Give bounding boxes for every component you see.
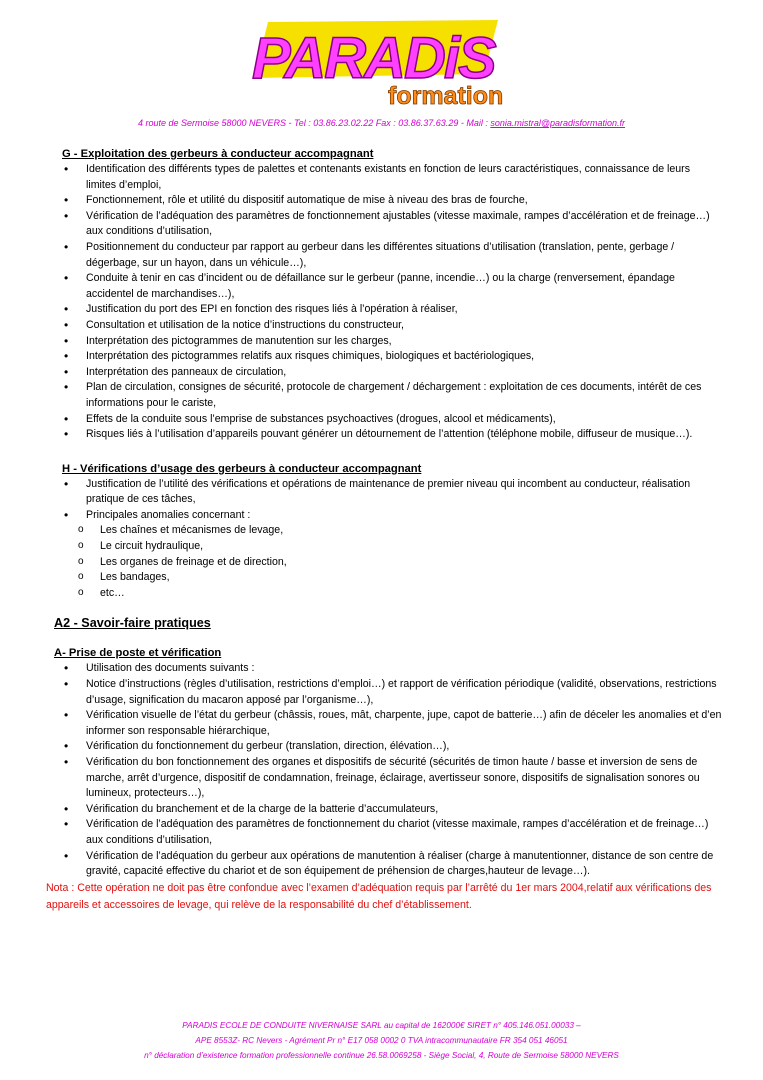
list-item: • Identification des différents types de palettes et contenants existants en fonction de leurs caractéristiques, connaissance de leurs limites d’emploi, [62, 162, 722, 193]
footer [0, 1018, 763, 1063]
list-item: o Les chaînes et mécanismes de levage, [62, 523, 722, 539]
list-item: • Fonctionnement, rôle et utilité du dispositif automatique de mise à niveau des bras de fourche, [62, 193, 722, 209]
section-h-list [62, 477, 722, 524]
list-item: • Consultation et utilisation de la notice d’instructions du constructeur, [62, 318, 722, 334]
list-item: • Principales anomalies concernant : [62, 508, 722, 524]
logo-sub-text: formation [388, 82, 504, 110]
email-link[interactable]: sonia.mistral@paradisformation.fr [490, 118, 626, 128]
section-h-title: H - Vérifications d’usage des gerbeurs à conducteur accompagnant [62, 462, 422, 475]
footer-line-3: n° déclaration d’existence formation professionnelle continue 26.58.0069258 - Siège Social, 4, Route de Sermoise 58000 NEVERS [144, 1051, 619, 1060]
list-item: • Vérification du fonctionnement du gerbeur (translation, direction, élévation…), [62, 739, 722, 755]
list-item: • Interprétation des pictogrammes relatifs aux risques chimiques, biologiques et bactériologiques, [62, 349, 722, 365]
header-contact [0, 118, 763, 128]
list-item: • Interprétation des pictogrammes de manutention sur les charges, [62, 334, 722, 350]
paradis-logo [248, 18, 538, 110]
list-item: • Interprétation des panneaux de circulation, [62, 365, 722, 381]
list-item: • Justification de l’utilité des vérifications et opérations de maintenance de premier niveau qui incombent au conducteur, réalisation pratique de ces tâches, [62, 477, 722, 508]
list-item: o etc… [62, 586, 722, 602]
list-item: • Plan de circulation, consignes de sécurité, protocole de chargement / déchargement : exploitation de ces documents, intérêt de ces informations pour le cariste, [62, 380, 722, 411]
list-item: • Utilisation des documents suivants : [62, 661, 722, 677]
list-item: o Les organes de freinage et de direction, [62, 555, 722, 571]
list-item: • Vérification de l’adéquation des paramètres de fonctionnement du chariot (vitesse maximale, rampes d’accélération et de freinage…) aux conditions d’utilisation, [62, 817, 722, 848]
list-item: • Risques liés à l’utilisation d’appareils pouvant générer un détournement de l’attention (téléphone mobile, diffuseur de musique…). [62, 427, 722, 443]
list-item: • Vérification visuelle de l’état du gerbeur (châssis, roues, mât, charpente, jupe, capot de batterie…) afin de déceler les anomalies et d’en informer son responsable hiérarchique, [62, 708, 722, 739]
section-h-sublist [62, 523, 722, 601]
list-item: o Les bandages, [62, 570, 722, 586]
list-item: • Positionnement du conducteur par rapport au gerbeur dans les différentes situations d’utilisation (translation, pente, gerbage / dégerbage, sur un hayon, dans un véhicule…), [62, 240, 722, 271]
list-item: • Vérification de l’adéquation du gerbeur aux opérations de manutention à réaliser (charge à manutentionner, distance de son centre de gravité, capacité effective du chariot et de son équipement de préhension de charges,hauteur de levage…). [62, 849, 722, 880]
section-a2-title: A2 - Savoir-faire pratiques [54, 616, 211, 631]
list-item: • Vérification du branchement et de la charge de la batterie d’accumulateurs, [62, 802, 722, 818]
footer-line-2: APE 8553Z- RC Nevers - Agrément Pr n° E17 058 0002 0 TVA intracommunautaire FR 354 051 46051 [195, 1036, 568, 1045]
section-g-list [62, 162, 722, 443]
list-item: o Le circuit hydraulique, [62, 539, 722, 555]
list-item: • Vérification du bon fonctionnement des organes et dispositifs de sécurité (sécurités de timon haute / basse et inversion de sens de marche, arrêt d’urgence, dispositif de condamnation, freinage, éclairage, avertisseur sonore, dispositifs de signalisation sonores ou lumineux, protecteurs…), [62, 755, 722, 802]
section-a-list [62, 661, 722, 879]
footer-line-1: PARADIS ECOLE DE CONDUITE NIVERNAISE SARL au capital de 162000€ SIRET n° 405.146.051.00033 – [182, 1021, 581, 1030]
section-a-title: A- Prise de poste et vérification [54, 647, 222, 660]
list-item: • Justification du port des EPI en fonction des risques liés à l’opération à réaliser, [62, 302, 722, 318]
list-item: • Vérification de l’adéquation des paramètres de fonctionnement ajustables (vitesse maximale, rampes d’accélération et de freinage…) aux conditions d’utilisation, [62, 209, 722, 240]
list-item: • Conduite à tenir en cas d’incident ou de défaillance sur le gerbeur (panne, incendie…) ou la charge (renversement, épandage accidentel de marchandises…), [62, 271, 722, 302]
section-g-title: G - Exploitation des gerbeurs à conducteur accompagnant [62, 148, 374, 160]
list-item: • Notice d’instructions (règles d’utilisation, restrictions d’emploi…) et rapport de vérification périodique (validité, observations, restrictions d’usage, signification du macaron apposé par l’organisme…), [62, 677, 722, 708]
contact-text: 4 route de Sermoise 58000 NEVERS - Tel : 03.86.23.02.22 Fax : 03.86.37.63.29 - Mail : [137, 118, 491, 128]
nota-text: Nota : Cette opération ne doit pas être confondue avec l’examen d’adéquation requis par l’arrêté du 1er mars 2004,relatif aux vérifications des appareils et accessoires de levage, qui relève de la responsabilité du chef d’établissement. [46, 881, 712, 911]
logo-main-text: PARADiS [252, 26, 495, 91]
document-body [46, 146, 722, 914]
list-item: • Effets de la conduite sous l’emprise de substances psychoactives (drogues, alcool et médicaments), [62, 412, 722, 428]
